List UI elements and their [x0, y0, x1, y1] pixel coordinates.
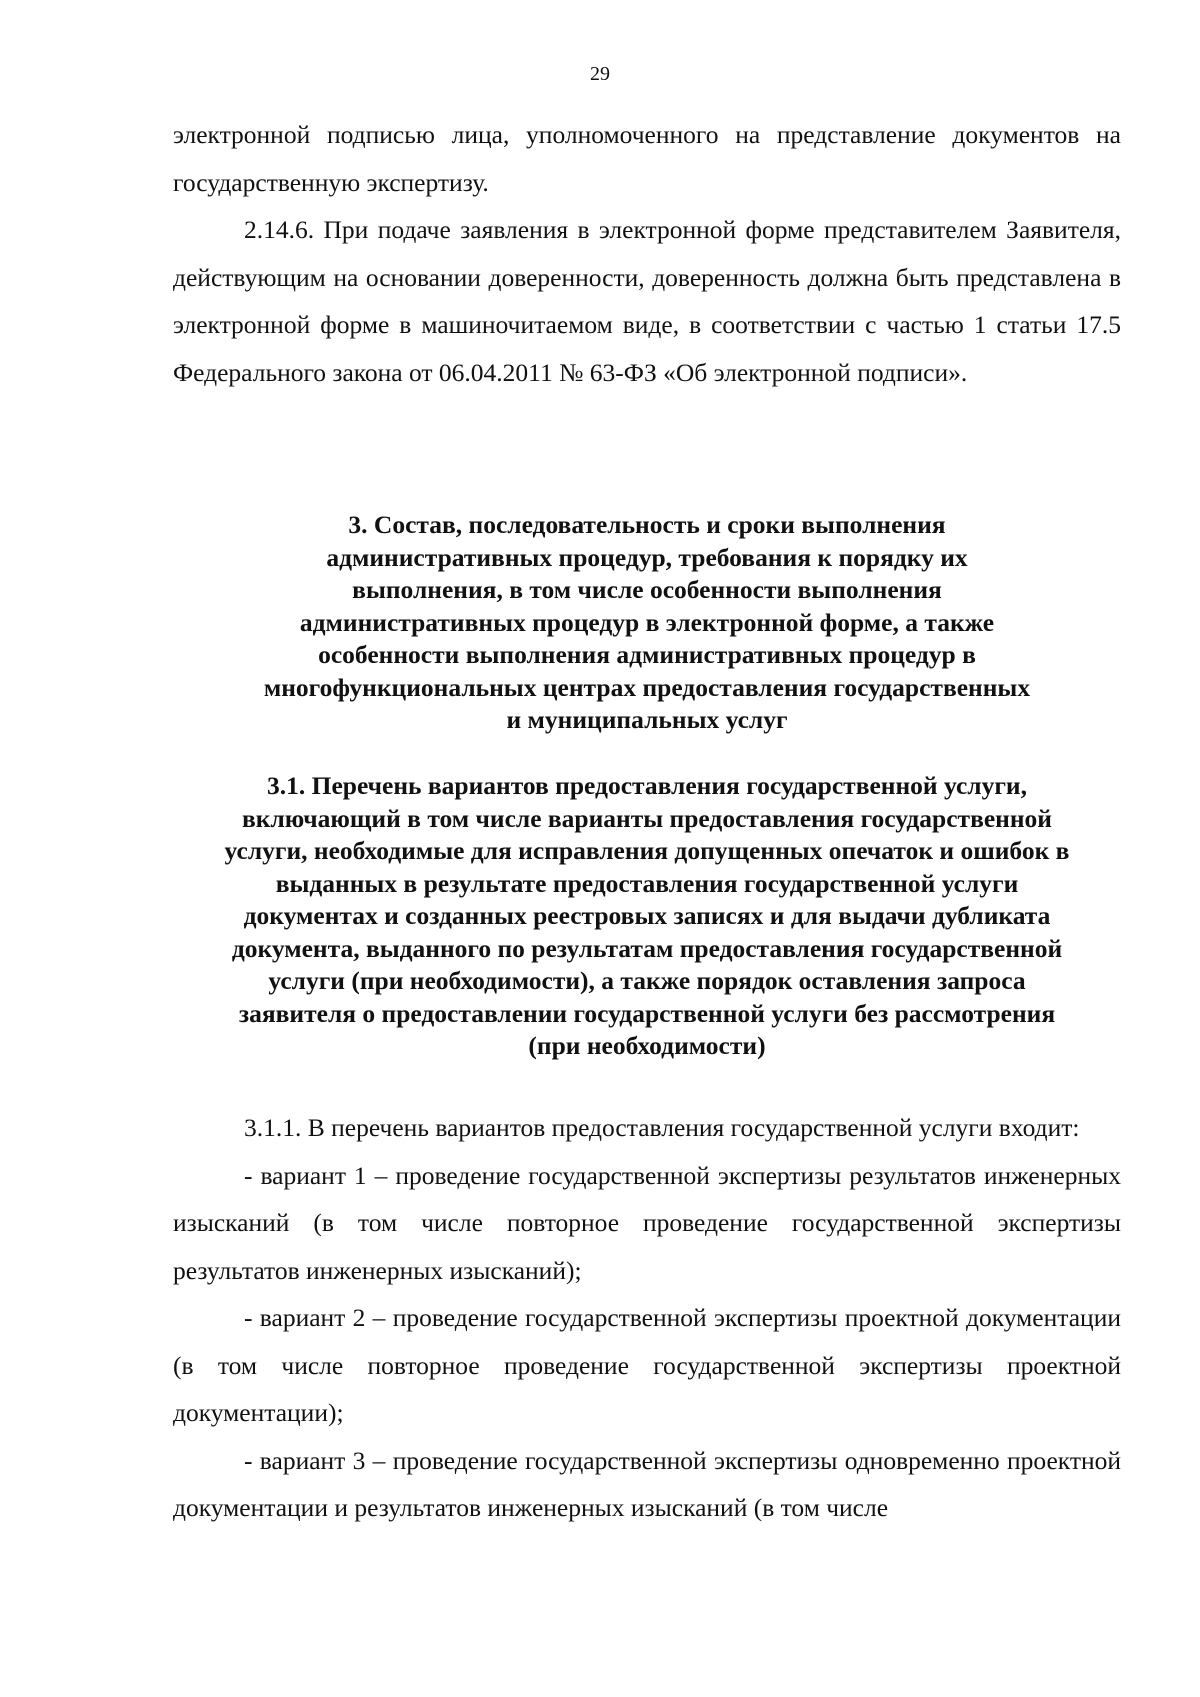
section-heading-line: и муниципальных услуг: [506, 705, 788, 734]
subsection-heading-line: (при необходимости): [528, 1031, 766, 1060]
subsection-heading-line: документа, выданного по результатам предоставления государственной: [231, 933, 1063, 963]
list-item-variant-1: - вариант 1 – проведение государственной экспертизы результатов инженерных изысканий (в том числе повторное проведение государственной экспертизы результатов инженерных изысканий);: [173, 1160, 1121, 1285]
section-heading-line: особенности выполнения административных процедур в: [318, 640, 976, 669]
subsection-heading-line: услуги (при необходимости), а также порядок оставления запроса: [268, 966, 1026, 995]
section-heading-line: выполнения, в том числе особенности выполнения: [352, 575, 942, 604]
subsection-heading-line: 3.1. Перечень вариантов предоставления государственной услуги,: [267, 771, 1027, 800]
section-heading-line: административных процедур в электронной форме, а также: [299, 607, 995, 637]
subsection-heading-line: услуги, необходимые для исправления допущенных опечаток и ошибок в: [224, 836, 1070, 865]
page-number: 29: [590, 63, 610, 85]
list-item-variant-2: - вариант 2 – проведение государственной экспертизы проектной документации (в том числе повторное проведение государственной экспертизы проектной документации);: [173, 1303, 1121, 1427]
subsection-heading-line: включающий в том числе варианты предоставления государственной: [241, 803, 1052, 833]
section-heading: [173, 509, 1121, 737]
section-heading-line: административных процедур, требования к порядку их: [326, 542, 968, 572]
subsection-heading: [173, 770, 1121, 1063]
subsection-heading-line: выданных в результате предоставления государственной услуги: [275, 868, 1019, 898]
subsection-heading-line: заявителя о предоставлении государственной услуги без рассмотрения: [238, 998, 1056, 1028]
top-text-block: [173, 111, 1121, 396]
paragraph-continuation: электронной подписью лица, уполномоченного на представление документов на государственную экспертизу.: [173, 120, 1121, 197]
section-heading-line: многофункциональных центрах предоставления государственных: [263, 672, 1031, 702]
section-heading-line: 3. Состав, последовательность и сроки выполнения: [348, 510, 946, 539]
subsection-heading-line: документах и созданных реестровых записях и для выдачи дубликата: [243, 901, 1051, 930]
paragraph-3-1-1: 3.1.1. В перечень вариантов предоставления государственной услуги входит:: [244, 1113, 1080, 1142]
body-text-block: [173, 1104, 1121, 1532]
list-item-variant-3: - вариант 3 – проведение государственной экспертизы одновременно проектной документации и результатов инженерных изысканий (в том числе: [173, 1445, 1121, 1522]
paragraph-2-14-6: 2.14.6. При подаче заявления в электронной форме представителем Заявителя, действующим на основании доверенности, доверенность должна быть представлена в электронной форме в машиночитаемом виде, в соответствии с частью 1 статьи 17.5 Федерального закона от 06.04.2011 № 63-ФЗ «Об электронной подписи».: [173, 215, 1121, 387]
